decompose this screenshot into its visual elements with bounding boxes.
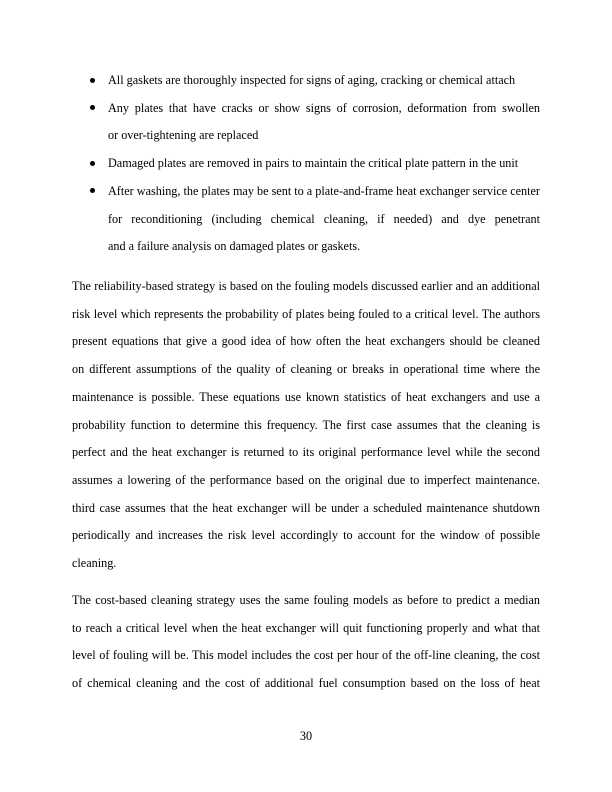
- paragraph-line: The reliability-based strategy is based on the fouling models discussed earlier and an additional: [72, 279, 540, 293]
- bullet-line: After washing, the plates may be sent to a plate-and-frame heat exchanger service center: [108, 183, 540, 198]
- bullet-icon: [90, 78, 95, 83]
- page-number: 30: [299, 729, 313, 743]
- paragraph-line: periodically and increases the risk level accordingly to account for the window of possible: [72, 528, 540, 543]
- paragraph-line: to reach a critical level when the heat exchanger will quit functioning properly and what that: [72, 620, 540, 635]
- paragraph-line: perfect and the heat exchanger is returned to its original performance level while the second: [72, 445, 540, 460]
- paragraph-line: The cost-based cleaning strategy uses the same fouling models as before to predict a median: [72, 593, 540, 607]
- bullet-line: All gaskets are thoroughly inspected for signs of aging, cracking or chemical attach: [108, 73, 516, 87]
- paragraph-line: risk level which represents the probability of plates being fouled to a critical level. The authors: [72, 306, 540, 321]
- bullet-line: or over-tightening are replaced: [108, 128, 259, 143]
- bullet-icon: [90, 161, 95, 166]
- bullet-line: Damaged plates are removed in pairs to maintain the critical plate pattern in the unit: [108, 156, 519, 171]
- bullet-icon: [90, 188, 95, 193]
- paragraph-line: assumes a lowering of the performance based on the original due to imperfect maintenance.: [72, 472, 540, 487]
- paragraph-line: on different assumptions of the quality of cleaning or breaks in operational time where the: [72, 362, 540, 377]
- bullet-line: for reconditioning (including chemical cleaning, if needed) and dye penetrant: [108, 211, 540, 226]
- bullet-line: and a failure analysis on damaged plates or gaskets.: [108, 239, 361, 254]
- paragraph-line: probability function to determine this frequency. The first case assumes that the cleaning is: [72, 417, 540, 432]
- paragraph-line: third case assumes that the heat exchanger will be under a scheduled maintenance shutdown: [72, 500, 540, 515]
- paragraph-line: level of fouling will be. This model includes the cost per hour of the off-line cleaning, the cost: [72, 648, 540, 663]
- paragraph-line: of chemical cleaning and the cost of additional fuel consumption based on the loss of heat: [72, 676, 540, 691]
- bullet-line: Any plates that have cracks or show signs of corrosion, deformation from swollen: [108, 100, 540, 115]
- bullet-icon: [90, 105, 95, 110]
- paragraph-line: cleaning.: [72, 556, 117, 570]
- paragraph-line: present equations that give a good idea of how often the heat exchangers should be cleaned: [72, 334, 540, 349]
- paragraph-line: maintenance is possible. These equations use known statistics of heat exchangers and use a: [72, 389, 540, 404]
